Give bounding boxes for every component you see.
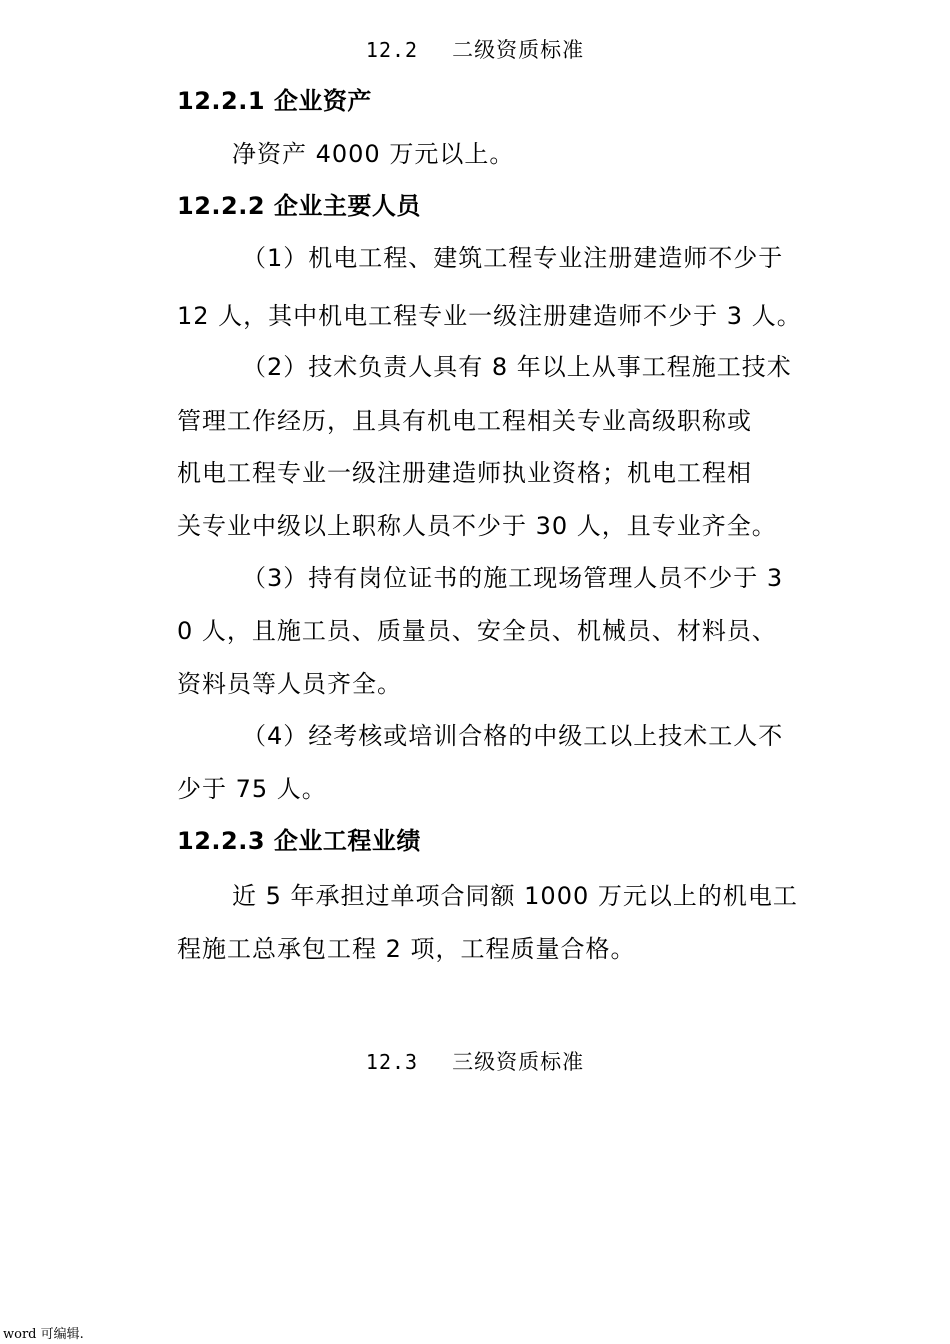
paragraph-line: 12 人，其中机电工程专业一级注册建造师不少于 3 人。 xyxy=(177,302,802,330)
paragraph-line: 近 5 年承担过单项合同额 1000 万元以上的机电工 xyxy=(232,882,798,910)
paragraph-line: （4）经考核或培训合格的中级工以上技术工人不 xyxy=(242,722,784,750)
paragraph-line: （3）持有岗位证书的施工现场管理人员不少于 3 xyxy=(242,564,784,592)
paragraph-line: 少于 75 人。 xyxy=(177,775,327,803)
paragraph-line: （2）技术负责人具有 8 年以上从事工程施工技术 xyxy=(242,353,792,381)
section-title-text: 三级资质标准 xyxy=(452,1050,585,1074)
paragraph-line: 0 人，且施工员、质量员、安全员、机械员、材料员、 xyxy=(177,617,777,645)
section-title-text: 二级资质标准 xyxy=(452,38,585,62)
paragraph-line: 管理工作经历，且具有机电工程相关专业高级职称或 xyxy=(177,407,752,435)
heading-enterprise-assets: 12.2.1 企业资产 xyxy=(177,87,372,115)
section-12-2-title xyxy=(0,34,950,64)
section-number: 12.2 xyxy=(365,38,419,62)
heading-key-personnel: 12.2.2 企业主要人员 xyxy=(177,192,421,220)
paragraph-line: （1）机电工程、建筑工程专业注册建造师不少于 xyxy=(242,244,784,272)
heading-project-performance: 12.2.3 企业工程业绩 xyxy=(177,827,421,855)
paragraph-line: 净资产 4000 万元以上。 xyxy=(232,140,515,168)
paragraph-line: 关专业中级以上职称人员不少于 30 人，且专业齐全。 xyxy=(177,512,777,540)
section-number: 12.3 xyxy=(365,1050,419,1074)
paragraph-line: 机电工程专业一级注册建造师执业资格；机电工程相 xyxy=(177,459,752,487)
paragraph-line: 程施工总承包工程 2 项，工程质量合格。 xyxy=(177,935,636,963)
footer-note: word 可编辑. xyxy=(3,1327,84,1342)
paragraph-line: 资料员等人员齐全。 xyxy=(177,670,402,698)
section-12-3-title xyxy=(0,1046,950,1076)
